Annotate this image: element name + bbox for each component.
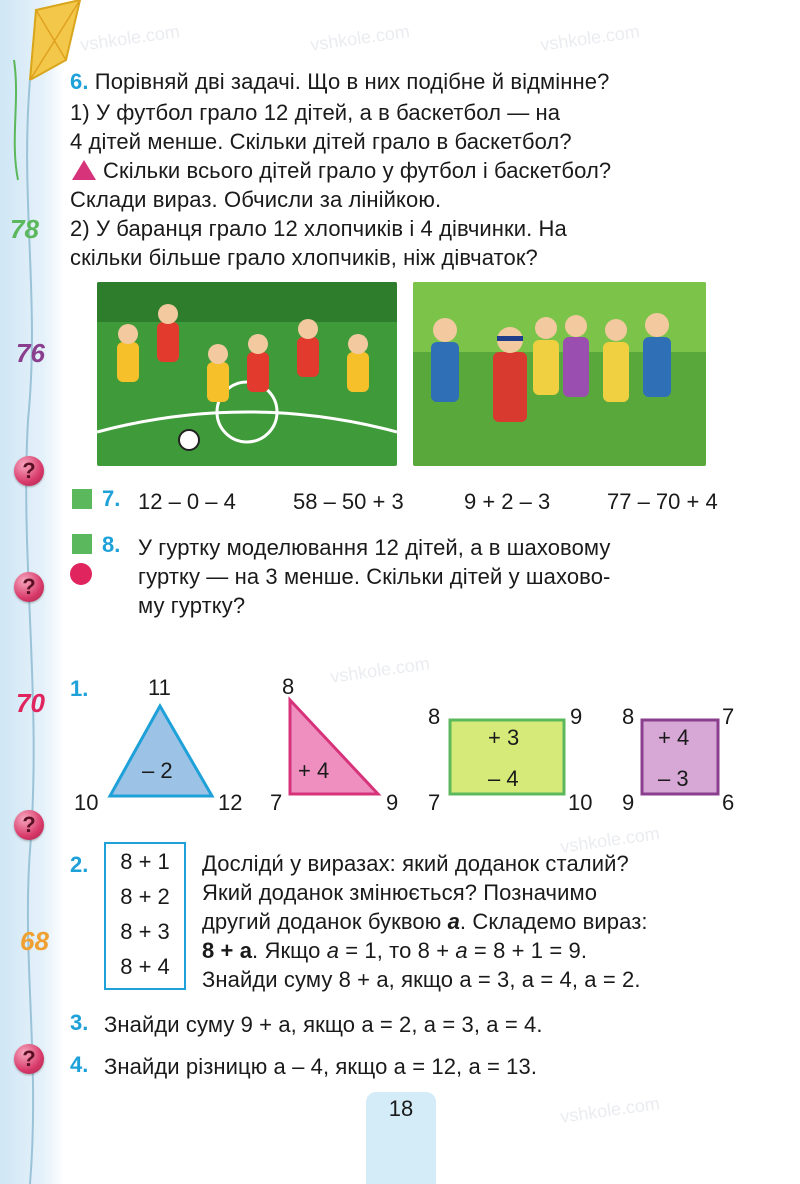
task6-problem2-line: 2) У баранця грало 12 хлопчиків і 4 дівчинки. На	[70, 216, 567, 241]
task6-problem1-line: 4 дітей менше. Скільки дітей грало в баскетбол?	[70, 129, 572, 154]
side-number: 78	[10, 214, 39, 244]
task6-intro: 6. Порівняй дві задачі. Що в них подібне й відмінне?	[70, 69, 610, 94]
task6-problem2-line: скільки більше грало хлопчиків, ніж дівчаток?	[70, 245, 538, 270]
operation-label: + 4	[658, 725, 690, 750]
task2-line: 8 + a. Якщо a = 1, то 8 + a = 8 + 1 = 9.	[202, 938, 588, 963]
expression: 8 + 3	[120, 919, 170, 944]
watermark: vshkole.com	[329, 653, 431, 687]
expression-box	[104, 842, 186, 990]
task8-line: У гуртку моделювання 12 дітей, а в шаховому	[138, 535, 611, 560]
expression: 9 + 2 – 3	[464, 489, 551, 514]
operation-label: – 4	[488, 766, 519, 791]
task3-text: Знайди суму 9 + a, якщо a = 2, a = 3, a = 4.	[104, 1012, 543, 1037]
task6-problem1-line: 1) У футбол грало 12 дітей, а в баскетбол — на	[70, 100, 561, 125]
operation-label: – 2	[142, 758, 173, 783]
watermark: vshkole.com	[559, 1093, 661, 1127]
side-number: 70	[16, 688, 45, 718]
task8-line: гуртку — на 3 менше. Скільки дітей у шахово-	[138, 564, 611, 589]
task-number: 4.	[70, 1052, 89, 1077]
question-icon: ?	[14, 456, 44, 486]
vertex-label: 11	[148, 675, 171, 700]
vertex-label: 7	[270, 790, 283, 815]
vertex-label: 8	[622, 704, 635, 729]
operation-label: + 4	[298, 758, 330, 783]
question-icon: ?	[14, 1044, 44, 1074]
question-icon: ?	[14, 572, 44, 602]
question-icon: ?	[14, 810, 44, 840]
watermark: vshkole.com	[559, 823, 661, 857]
task-number: 8.	[102, 532, 121, 557]
task6-problem1-line: Скільки всього дітей грало у футбол і баскетбол?	[103, 158, 612, 183]
expression: 58 – 50 + 3	[293, 489, 404, 514]
task2-line: Знайди суму 8 + a, якщо a = 3, a = 4, a = 2.	[202, 967, 641, 992]
watermark: vshkole.com	[79, 21, 181, 55]
task2-line: Який доданок змінюється? Позначимо	[202, 880, 598, 905]
vertex-label: 9	[386, 790, 399, 815]
page-number: 18	[388, 1096, 414, 1121]
operation-label: – 3	[658, 766, 689, 791]
vertex-label: 9	[622, 790, 635, 815]
vertex-label: 7	[428, 790, 441, 815]
expression: 8 + 1	[120, 849, 170, 874]
task-number: 7.	[102, 486, 121, 511]
task4-text: Знайди різницю a – 4, якщо a = 12, a = 13.	[104, 1054, 538, 1079]
task-number: 3.	[70, 1010, 89, 1035]
side-number: 68	[20, 926, 49, 956]
task2-line: Досліди́ у виразах: який доданок сталий?	[202, 851, 629, 876]
vertex-label: 7	[722, 704, 735, 729]
vertex-label: 12	[218, 790, 243, 815]
expression: 77 – 70 + 4	[607, 489, 718, 514]
watermark: vshkole.com	[309, 21, 411, 55]
side-number: 76	[16, 338, 45, 368]
vertex-label: 10	[568, 790, 593, 815]
task-number: 1.	[70, 676, 89, 701]
vertex-label: 9	[570, 704, 583, 729]
expression: 12 – 0 – 4	[138, 489, 236, 514]
task2-line: другий доданок буквою a. Складемо вираз:	[202, 909, 648, 934]
watermark: vshkole.com	[539, 21, 641, 55]
task-number: 6.	[70, 69, 89, 94]
expression: 8 + 2	[120, 884, 170, 909]
vertex-label: 8	[282, 674, 295, 699]
task8-line: му гуртку?	[138, 593, 246, 618]
operation-label: + 3	[488, 725, 520, 750]
vertex-label: 6	[722, 790, 735, 815]
vertex-label: 8	[428, 704, 441, 729]
task6-problem1-line: Склади вираз. Обчисли за лінійкою.	[70, 187, 442, 212]
vertex-label: 10	[74, 790, 99, 815]
expression: 8 + 4	[120, 954, 170, 979]
task-number: 2.	[70, 852, 89, 877]
